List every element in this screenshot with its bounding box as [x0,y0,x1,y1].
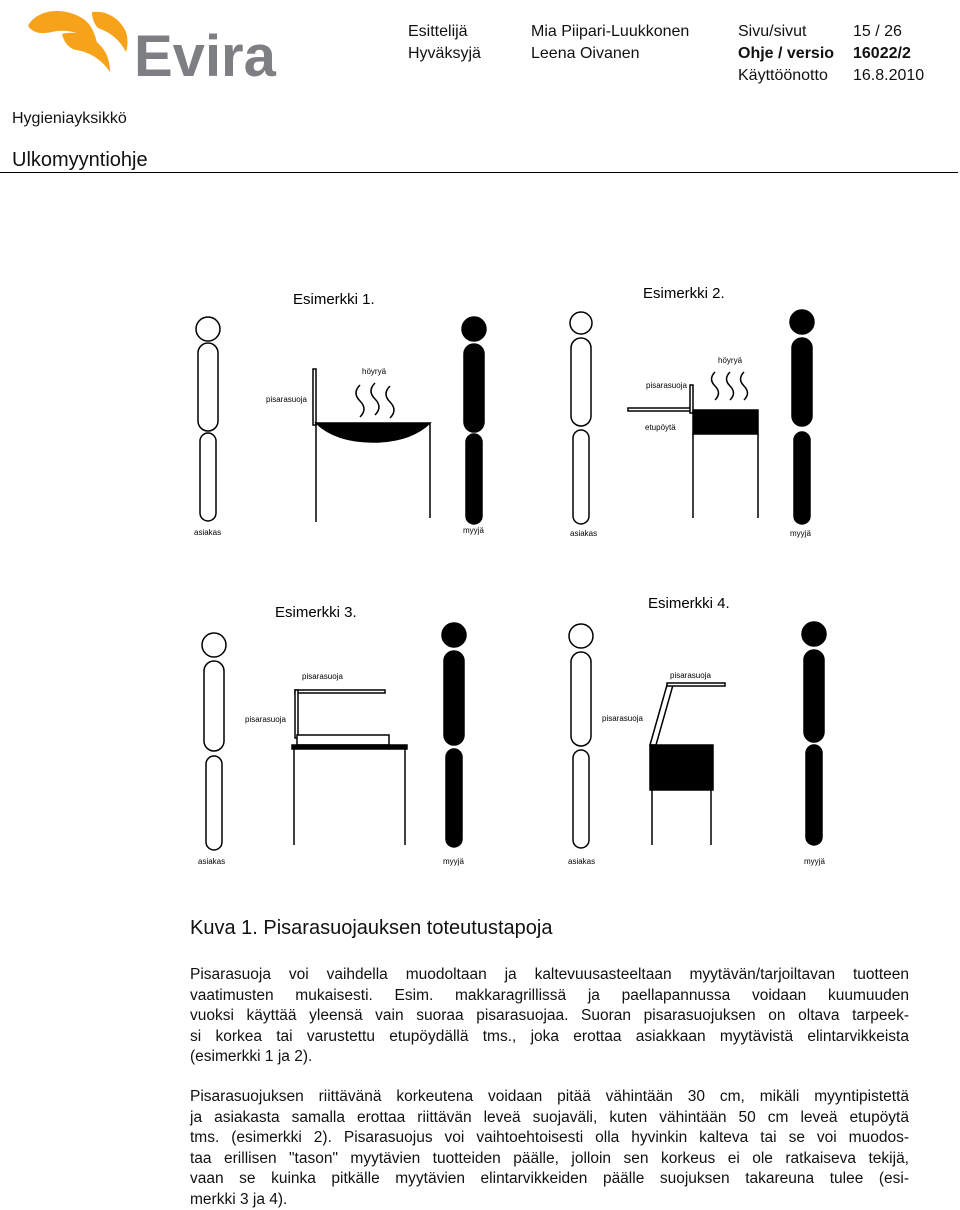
customer-figure-3 [202,633,226,850]
customer-figure-2 [570,312,592,524]
paragraph-2-line: tms. (esimerkki 2). Pisarasuojus voi vaihtoehtoisesti olla hyvinkin kalteva tai se voi muodos- [190,1129,909,1146]
shield-label-4a: pisarasuoja [670,671,711,680]
shield-label-2: pisarasuoja [646,381,687,390]
logo-mark [28,11,128,72]
seller-label-2: myyjä [790,529,811,538]
customer-figure-1 [196,317,220,521]
evira-logo [22,4,282,84]
seller-label-1: myyjä [463,526,484,535]
seller-figure-2 [790,310,814,524]
deploy-label: Käyttöönotto [738,67,828,84]
steam-label-2: höyryä [718,356,743,365]
customer-label-1: asiakas [194,528,222,537]
shield-label-4b: pisarasuoja [602,714,643,723]
example-2-title: Esimerkki 2. [643,285,725,302]
logo-text: Evira [134,24,276,84]
droplet-shield-figure [180,280,840,870]
paragraph-2-line: taa erillisen "tason" myytävien tuotteiden päälle, jolloin sen korkeus ei ole ratkaiseva tekijä, [190,1149,909,1167]
unit-name: Hygieniayksikkö [12,110,127,127]
paragraph-1-line: vuoksi käyttää yleensä vain suoraa pisarasuojaa. Suoran pisarasuojuksen on oltava tarpeek- [190,1007,909,1024]
seller-figure-1 [462,317,486,524]
paragraph-1-line: si korkea tai varustettu etupöydällä tms., joka erottaa asiakkaan myytävistä elintarvikkeista [190,1027,909,1045]
approver-name: Leena Oivanen [531,45,640,62]
page-value: 15 / 26 [853,23,902,40]
page-label: Sivu/sivut [738,23,807,40]
customer-label-3: asiakas [198,857,226,866]
paragraph-2 [190,1087,909,1210]
paragraph-2-line: vaan se kuinka pitkälle myytävien elintarvikkeiden päälle suojuksen takareuna tulee (esi- [190,1170,909,1187]
front-table-label-2: etupöytä [645,423,676,432]
shield-label-3b: pisarasuoja [245,715,286,724]
paragraph-2-line: merkki 3 ja 4). [190,1190,288,1208]
presenter-label: Esittelijä [408,23,468,40]
seller-label-3: myyjä [443,857,464,866]
example-3-title: Esimerkki 3. [275,604,357,621]
paragraph-2-line: ja asiakasta samalla erottaa riittävän leveä suojaväli, kuten vähintään 50 cm leveä etupöytä [190,1108,909,1126]
paragraph-1-line: (esimerkki 1 ja 2). [190,1048,313,1065]
example-3 [202,623,466,850]
shield-label-3a: pisarasuoja [302,672,343,681]
example-2 [570,310,814,524]
header-divider [0,172,958,173]
seller-label-4: myyjä [804,857,825,866]
paragraph-1 [190,965,909,1068]
guide-label: Ohje / versio [738,45,835,62]
document-title: Ulkomyyntiohje [12,149,148,171]
seller-figure-3 [442,623,466,847]
figure-caption: Kuva 1. Pisarasuojauksen toteutustapoja [190,917,553,939]
approver-label: Hyväksyjä [408,45,481,62]
example-4-title: Esimerkki 4. [648,595,730,612]
example-1-title: Esimerkki 1. [293,291,375,308]
seller-figure-4 [802,622,826,845]
shield-label-1: pisarasuoja [266,395,307,404]
deploy-value: 16.8.2010 [853,67,925,84]
guide-value: 16022/2 [853,45,911,62]
paragraph-1-line: Pisarasuoja voi vaihdella muodoltaan ja kaltevuusasteeltaan myytävän/tarjoiltavan tuotteen [190,966,909,983]
customer-label-2: asiakas [570,529,598,538]
example-4 [569,622,826,848]
customer-label-4: asiakas [568,857,596,866]
paragraph-1-line: vaatimusten mukaisesti. Esim. makkaragrillissä ja paellapannussa voidaan kuumuuden [190,986,909,1004]
presenter-name: Mia Piipari-Luukkonen [531,23,690,40]
paragraph-2-line: Pisarasuojuksen riittävänä korkeutena voidaan pitää vähintään 30 cm, mikäli myyntipistettä [190,1088,909,1105]
example-1 [196,317,486,524]
customer-figure-4 [569,624,593,848]
steam-label-1: höyryä [362,367,387,376]
